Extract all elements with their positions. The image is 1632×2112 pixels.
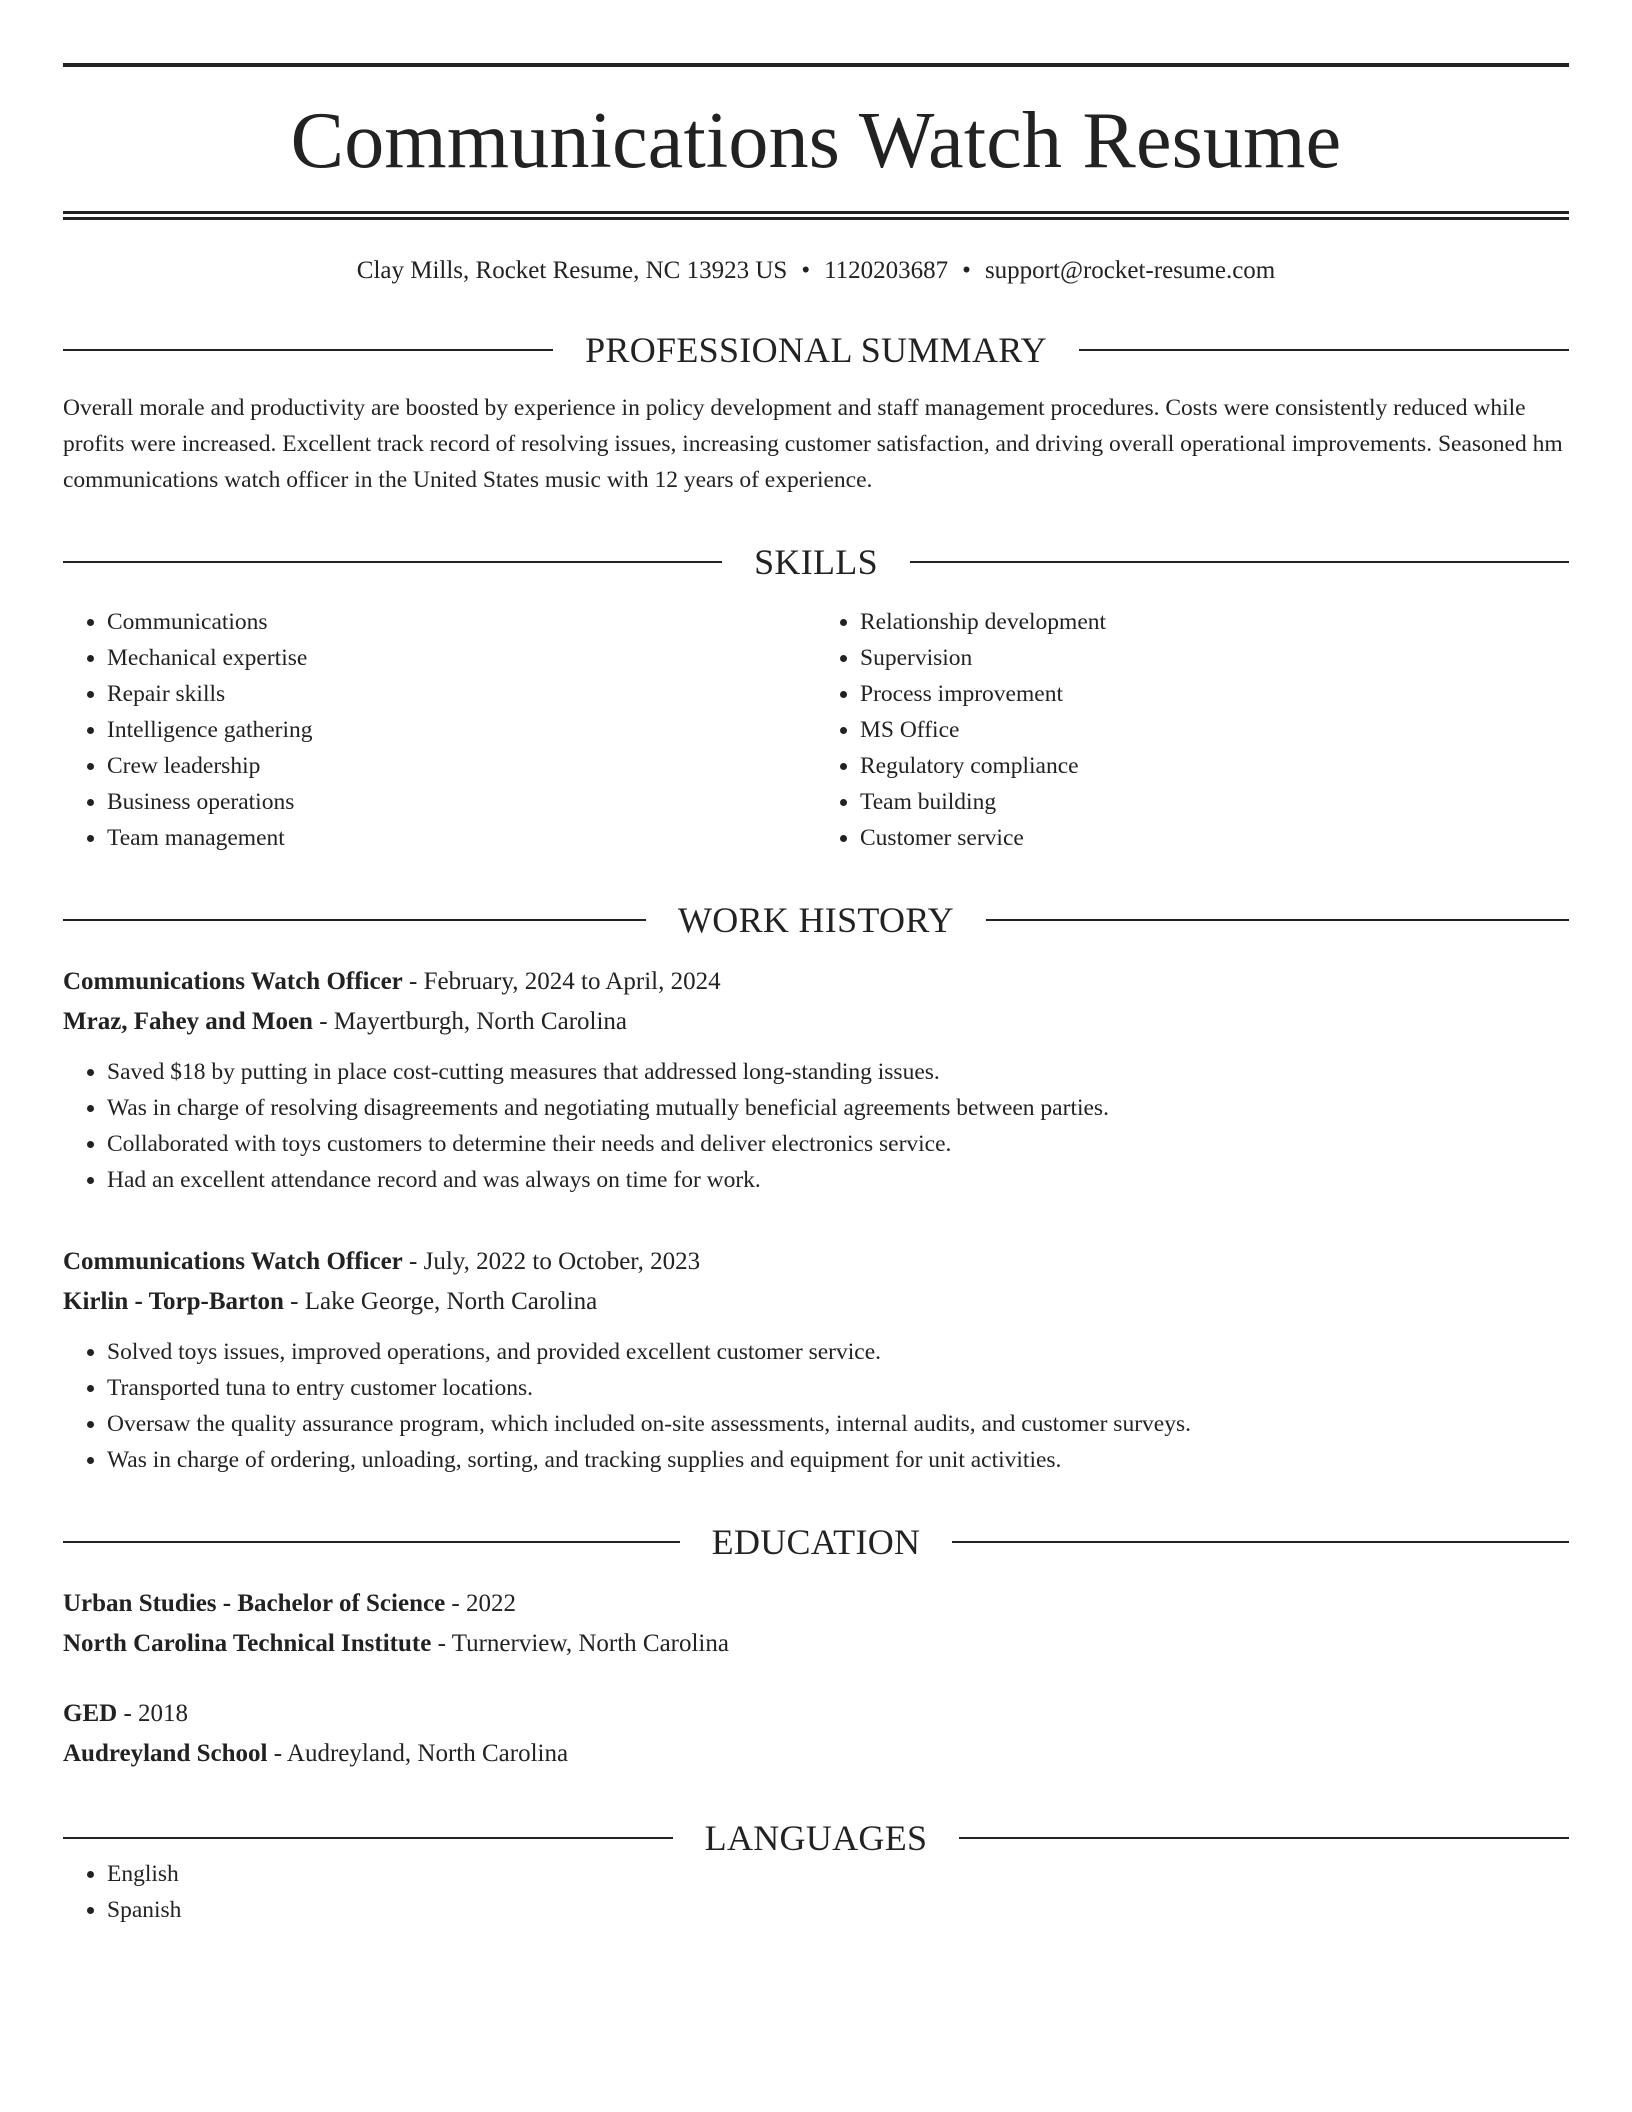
job-title-line [63,962,1569,1002]
job-bullet: • Transported tuna to entry customer locations. [107,1370,1569,1406]
education-location: - Audreyland, North Carolina [267,1740,569,1767]
divider-line [986,919,1569,921]
skill-item: • Intelligence gathering [107,712,816,748]
skill-item: • Team building [860,784,1569,820]
divider-line [1079,349,1569,351]
skill-item: • Business operations [107,784,816,820]
skill-item: • Regulatory compliance [860,748,1569,784]
divider-line [63,1837,673,1839]
education-entry [63,1694,1569,1774]
top-rule [63,63,1569,67]
job-dates: - February, 2024 to April, 2024 [402,968,721,995]
skills-list-right [816,604,1569,856]
divider-line [910,561,1569,563]
language-item: • Spanish [107,1892,1569,1928]
job-bullet: • Was in charge of ordering, unloading, sorting, and tracking supplies and equipment for unit activities. [107,1442,1569,1478]
job-bullets [63,1054,1569,1198]
job-bullet: • Solved toys issues, improved operations, and provided excellent customer service. [107,1334,1569,1370]
education-degree-line [63,1584,1569,1624]
section-title: LANGUAGES [704,1818,928,1858]
skill-item: • Team management [107,820,816,856]
skill-item: • Mechanical expertise [107,640,816,676]
job-bullet: • Oversaw the quality assurance program, which included on-site assessments, internal audits, and customer surveys. [107,1406,1569,1442]
job-company: Kirlin - Torp-Barton [63,1288,284,1315]
education-location: - Turnerview, North Carolina [431,1630,729,1657]
language-item: • English [107,1856,1569,1892]
skill-item: • Customer service [860,820,1569,856]
section-header-summary [63,332,1569,368]
job-title: Communications Watch Officer [63,968,403,995]
job-company-line [63,1282,1569,1322]
section-header-education [63,1524,1569,1560]
job-bullet: • Had an excellent attendance record and was always on time for work. [107,1162,1569,1198]
divider-line [63,349,553,351]
divider-line [959,1837,1569,1839]
job-location: - Mayertburgh, North Carolina [312,1008,628,1035]
skill-item: • Communications [107,604,816,640]
bullet-separator: • [801,257,811,284]
job-company: Mraz, Fahey and Moen [63,1008,313,1035]
skill-item: • MS Office [860,712,1569,748]
section-header-work [63,902,1569,938]
education-school: North Carolina Technical Institute [63,1630,432,1657]
skill-item: • Crew leadership [107,748,816,784]
title-double-rule [63,211,1569,220]
skill-item: • Process improvement [860,676,1569,712]
section-title: WORK HISTORY [678,900,954,940]
education-school-line [63,1734,1569,1774]
contact-line [63,256,1569,286]
resume-title: Communications Watch Resume [290,97,1342,185]
job-dates: - July, 2022 to October, 2023 [402,1248,701,1275]
contact-phone: 1120203687 [824,257,949,284]
contact-email: support@rocket-resume.com [984,257,1276,284]
bullet-separator: • [962,257,971,284]
education-year: - 2022 [445,1590,516,1617]
education-school: Audreyland School [63,1740,268,1767]
skills-list-left [63,604,816,856]
job-bullets [63,1334,1569,1478]
section-title: SKILLS [754,542,878,582]
skill-item: • Relationship development [860,604,1569,640]
contact-address: Clay Mills, Rocket Resume, NC 13923 US [356,257,788,284]
languages-list [63,1856,1569,1928]
skills-columns [63,604,1569,856]
job-bullet: • Saved $18 by putting in place cost-cutting measures that addressed long-standing issues. [107,1054,1569,1090]
job-bullet: • Collaborated with toys customers to determine their needs and deliver electronics service. [107,1126,1569,1162]
summary-text: Overall morale and productivity are boosted by experience in policy development and staff management procedures. Costs were consistently reduced while profits were increased. Excellent track record of resolving issues, increasing customer satisfaction, and driving overall operational improvements. Seasoned hm communications watch officer in the United States music with 12 years of experience. [63,395,1563,493]
skill-item: • Repair skills [107,676,816,712]
job-title-line [63,1242,1569,1282]
education-school-line [63,1624,1569,1664]
skill-item: • Supervision [860,640,1569,676]
education-degree-line [63,1694,1569,1734]
section-title: PROFESSIONAL SUMMARY [585,330,1047,370]
job-entry [63,1242,1569,1478]
education-degree: GED [63,1700,118,1727]
job-title: Communications Watch Officer [63,1248,403,1275]
job-entry [63,962,1569,1198]
divider-line [63,919,646,921]
education-year: - 2018 [117,1700,189,1727]
education-degree: Urban Studies - Bachelor of Science [63,1590,446,1617]
education-entry [63,1584,1569,1664]
divider-line [63,561,722,563]
job-location: - Lake George, North Carolina [283,1288,598,1315]
divider-line [952,1541,1569,1543]
section-header-languages [63,1820,1569,1856]
job-company-line [63,1002,1569,1042]
divider-line [63,1541,680,1543]
section-header-skills [63,544,1569,580]
section-title: EDUCATION [711,1522,921,1562]
job-bullet: • Was in charge of resolving disagreements and negotiating mutually beneficial agreements between parties. [107,1090,1569,1126]
